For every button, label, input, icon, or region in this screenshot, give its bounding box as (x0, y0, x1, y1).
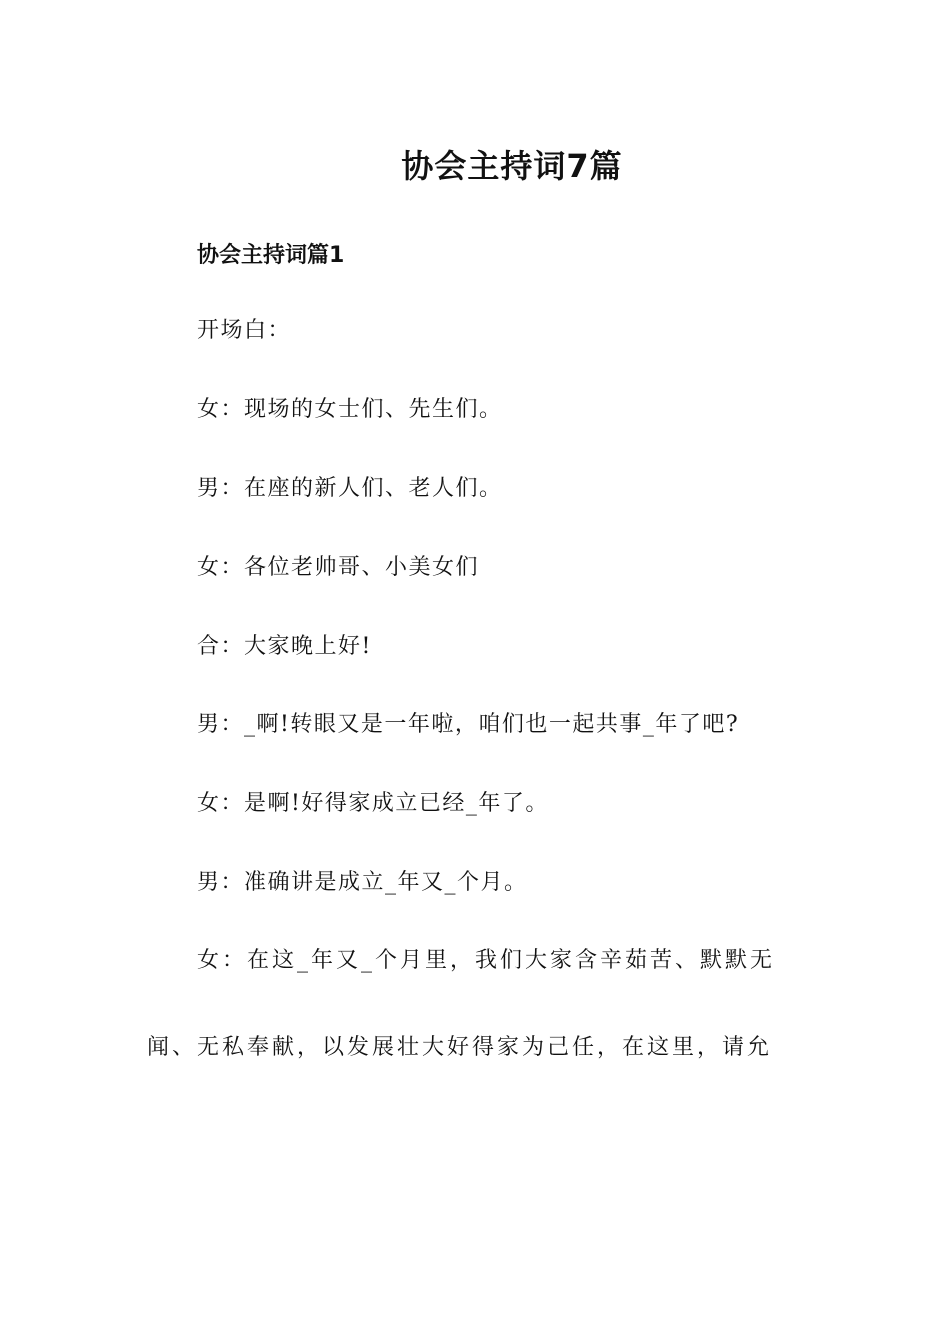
section-heading: 协会主持词篇1 (197, 243, 345, 268)
paragraph-line: 女：在这_年又_个月里，我们大家含辛茹苦、默默无 (197, 948, 776, 973)
paragraph: 女：现场的女士们、先生们。 (197, 397, 503, 422)
paragraph: 女：各位老帅哥、小美女们 (197, 555, 480, 580)
paragraph-line: 闻、无私奉献，以发展壮大好得家为己任，在这里，请允 (147, 1035, 773, 1060)
paragraph: 开场白： (197, 318, 292, 343)
paragraph: 男：准确讲是成立_年又_个月。 (197, 870, 528, 895)
paragraph: 男：在座的新人们、老人们。 (197, 476, 503, 501)
paragraph: 男：_啊!转眼又是一年啦，咱们也一起共事_年了吧? (197, 712, 740, 737)
document-title: 协会主持词7篇 (401, 147, 623, 185)
paragraph: 合：大家晚上好! (197, 634, 372, 659)
paragraph: 女：是啊!好得家成立已经_年了。 (197, 791, 549, 816)
